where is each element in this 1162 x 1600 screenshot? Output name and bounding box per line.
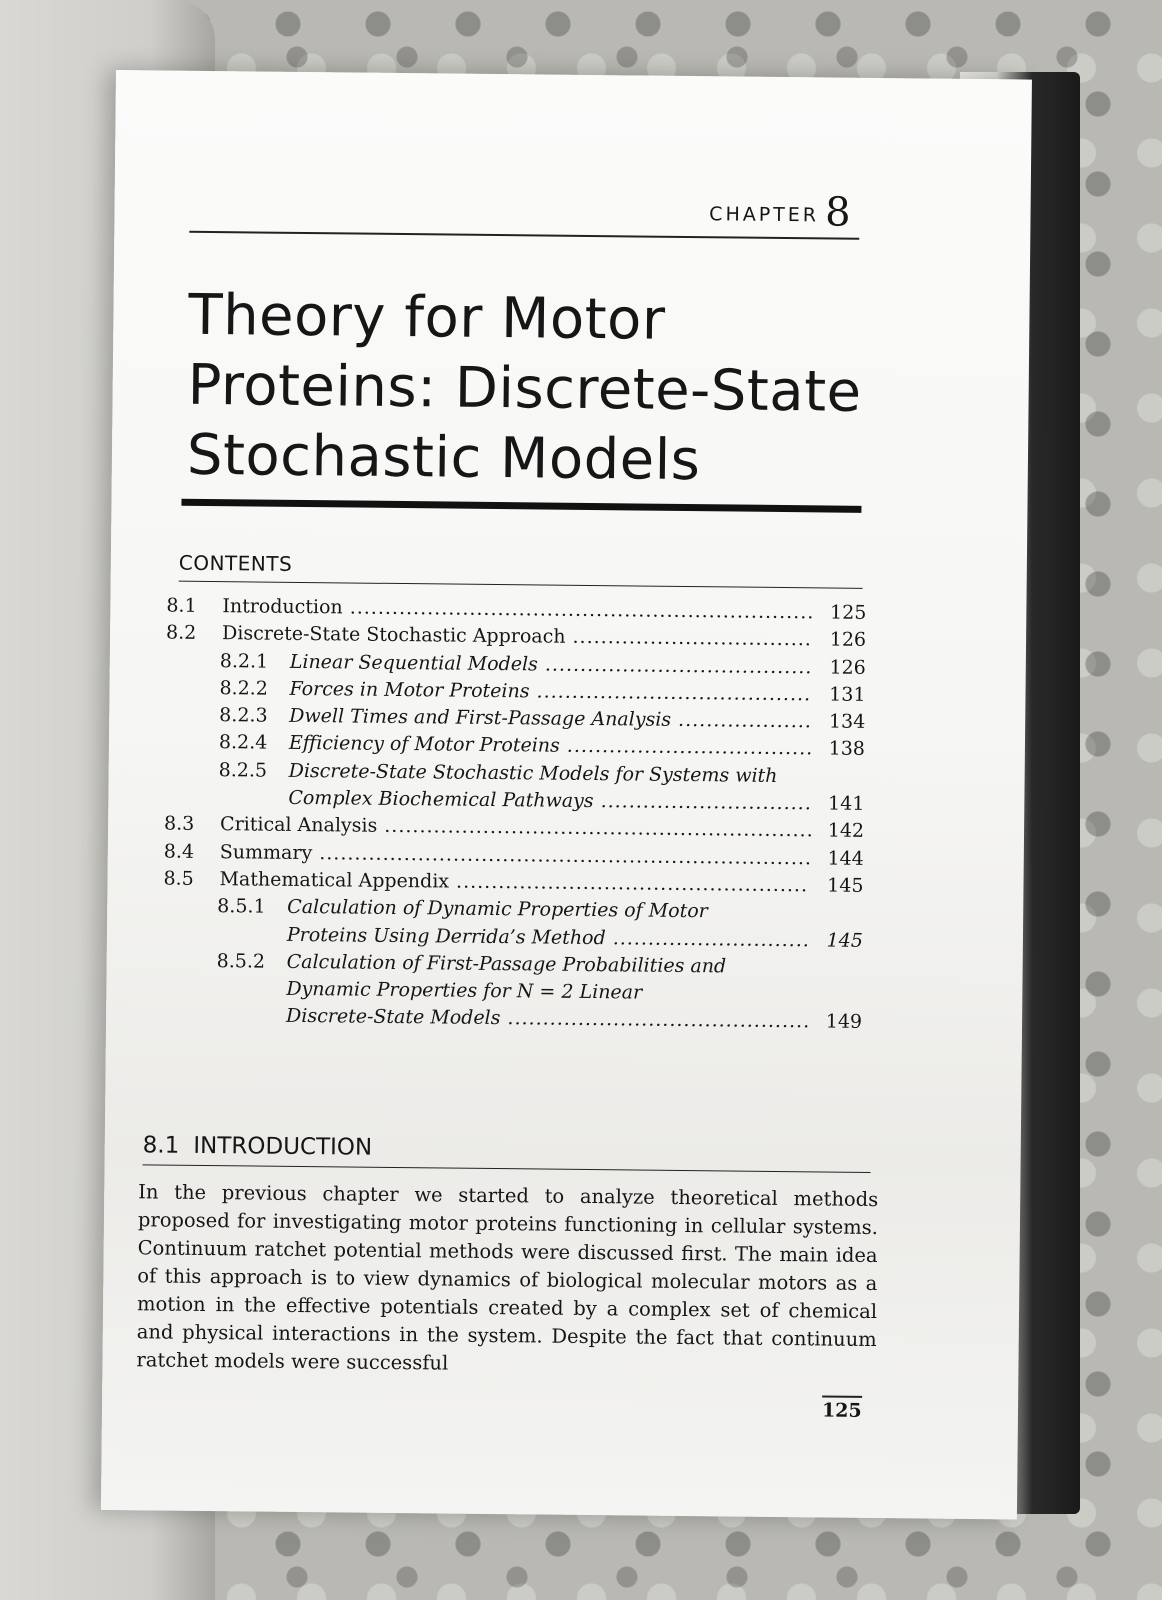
title-line-3: Stochastic Models xyxy=(186,422,701,494)
toc-entry-title-text: Dynamic Properties for N = 2 Linear xyxy=(286,977,643,1004)
toc-entry-number: 8.2.2 xyxy=(219,677,269,700)
toc-leader-dots: ...................................................................... xyxy=(312,841,813,870)
toc-entry-title-text: Critical Analysis xyxy=(219,813,378,838)
toc-entry-title xyxy=(287,894,708,925)
toc-entry-page: 131 xyxy=(829,683,866,706)
toc-entry-number: 8.3 xyxy=(163,812,195,836)
chapter-label xyxy=(709,188,851,235)
contents-heading: CONTENTS xyxy=(178,550,293,576)
title-line-2: Proteins: Discrete-State xyxy=(187,352,862,425)
toc-entry-title-text: Calculation of Dynamic Properties of Motor xyxy=(287,896,708,923)
toc-leader-dots: ................................... xyxy=(559,735,814,760)
toc-entry-number: 8.2.4 xyxy=(218,731,268,755)
toc-entry-number: 8.2 xyxy=(165,621,197,645)
toc-entry-title-text: Introduction xyxy=(222,595,343,619)
toc-entry-page: 126 xyxy=(829,628,867,652)
chapter-word: CHAPTER xyxy=(709,203,820,227)
contents-rule xyxy=(179,581,863,589)
section-title: INTRODUCTION xyxy=(193,1132,373,1161)
toc-entry-title-text: Linear Sequential Models xyxy=(289,650,538,676)
toc-leader-dots: .............................. xyxy=(593,790,812,815)
toc-entry-page: 138 xyxy=(828,737,866,761)
toc-entry-page: 126 xyxy=(829,656,866,679)
toc-entry-number: 8.2.1 xyxy=(219,649,269,673)
section-rule xyxy=(143,1164,871,1173)
toc-leader-dots: .................................................. xyxy=(448,870,809,897)
toc-entry-title-text: Calculation of First-Passage Probabilities and xyxy=(286,950,727,978)
toc-entry-title-text: Summary xyxy=(219,840,313,864)
page-number: 125 xyxy=(822,1395,862,1421)
toc-entry-page: 144 xyxy=(827,847,864,870)
toc-entry-number: 8.1 xyxy=(166,594,197,617)
toc-leader-dots: ....................................... xyxy=(529,680,812,706)
section-number: 8.1 xyxy=(142,1132,180,1159)
toc-entry-title-text: Efficiency of Motor Proteins xyxy=(288,732,560,758)
title-line-1: Theory for Motor xyxy=(188,282,666,353)
toc-entry-number: 8.2.3 xyxy=(219,704,268,727)
toc-entry-title-text: Complex Biochemical Pathways xyxy=(288,786,594,813)
toc-entry-title-text: Forces in Motor Proteins xyxy=(289,677,530,703)
toc-entry-title xyxy=(286,976,642,1007)
body-paragraph: In the previous chapter we started to analyze theoretical methods proposed for investigating motor proteins functioning in cellular systems. Continuum ratchet potential methods were discussed first. The main idea of this approach is to view dynamics of biological molecular motors as a motion in the effective potentials created by a complex set of chemical and physical interactions in the system. Despite the fact that continuum ratchet models were successful xyxy=(136,1180,879,1375)
chapter-number: 8 xyxy=(824,189,851,236)
toc-leader-dots: ...................................... xyxy=(537,653,813,678)
toc-leader-dots: ................... xyxy=(670,709,812,733)
toc-entry-page: 142 xyxy=(827,819,865,843)
table-of-contents xyxy=(162,593,867,1037)
toc-entry-page: 134 xyxy=(828,710,866,734)
book-page xyxy=(101,70,1032,1520)
toc-entry-title-text: Dwell Times and First-Passage Analysis xyxy=(289,705,672,732)
toc-entry-title-text: Discrete-State Stochastic Models for Systems with xyxy=(288,759,778,787)
toc-leader-dots: ............................ xyxy=(605,926,810,951)
title-rule xyxy=(181,499,861,513)
toc-entry-page: 125 xyxy=(829,601,867,624)
toc-entry-page: 145 xyxy=(827,874,864,897)
toc-entry-title-text: Mathematical Appendix xyxy=(219,868,450,893)
chapter-title xyxy=(187,281,889,498)
toc-entry-number: 8.5 xyxy=(163,867,194,890)
toc-entry-number: 8.4 xyxy=(163,840,195,863)
toc-leader-dots: ............................................................. xyxy=(377,815,814,842)
toc-entry-number: 8.5.2 xyxy=(216,949,266,973)
section-heading xyxy=(143,1132,373,1160)
toc-leader-dots: .................................. xyxy=(565,626,813,651)
toc-leader-dots: ........................................... xyxy=(500,1007,811,1033)
toc-entry-number: 8.5.1 xyxy=(217,895,266,918)
toc-entry-number: 8.2.5 xyxy=(218,758,268,782)
toc-entry-page: 145 xyxy=(826,929,864,952)
toc-entry-title-text: Proteins Using Derrida’s Method xyxy=(286,923,606,949)
toc-entry-page: 149 xyxy=(825,1010,863,1034)
toc-entry-title xyxy=(287,949,727,981)
toc-entry-title-text: Discrete-State Models xyxy=(285,1005,501,1030)
toc-entry-title xyxy=(286,1003,810,1035)
toc-entry-page: 141 xyxy=(827,792,865,815)
toc-entry-title-text: Discrete-State Stochastic Approach xyxy=(221,622,566,649)
toc-leader-dots: .................................................................. xyxy=(342,596,815,624)
